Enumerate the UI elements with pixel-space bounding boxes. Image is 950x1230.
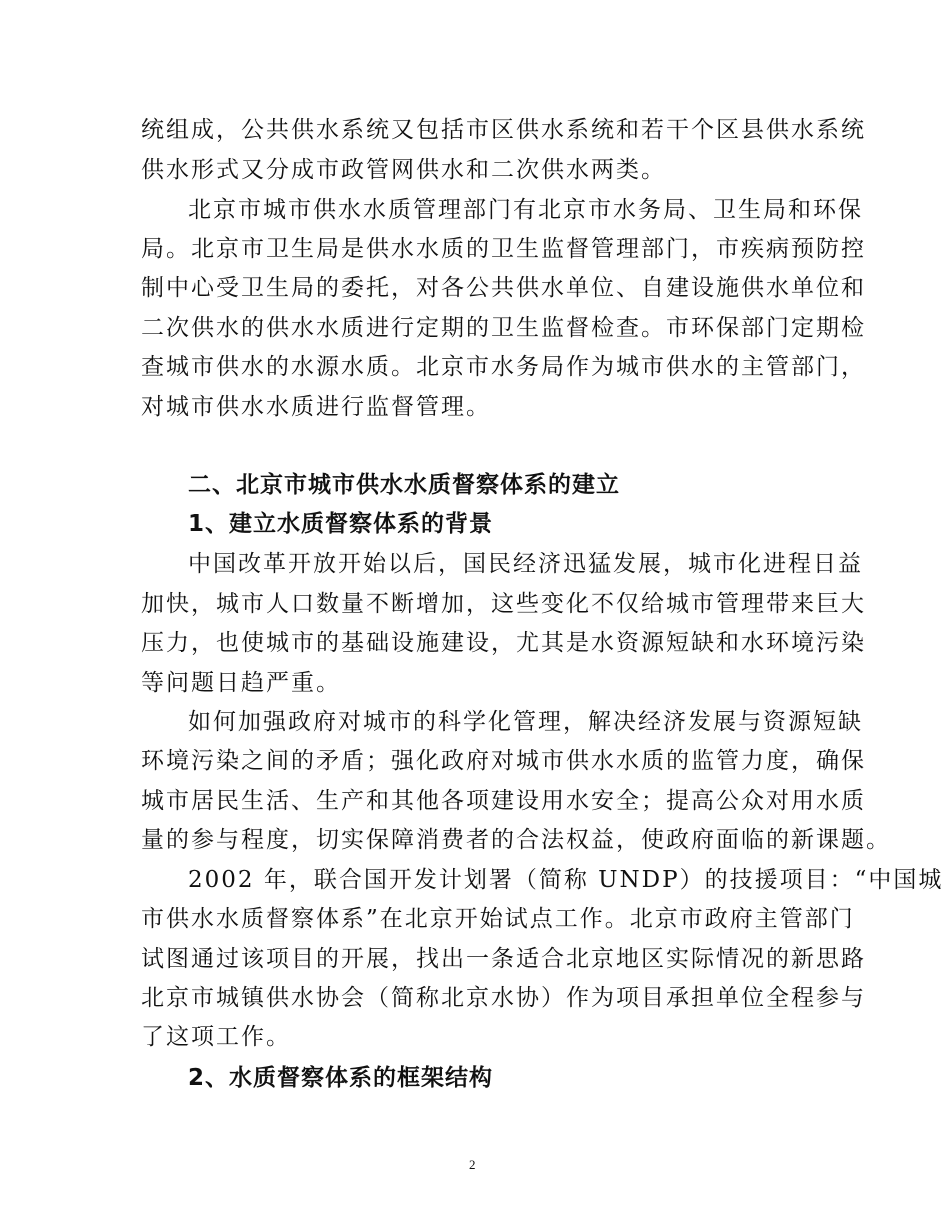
paragraph-2-line-6: 对城市供水水质进行监督管理。 <box>141 394 491 420</box>
paragraph-5-line-4: 北京市城镇供水协会（简称北京水协）作为项目承担单位全程参与 <box>141 985 866 1011</box>
paragraph-1-line-1: 统组成，公共供水系统又包括市区供水系统和若干个区县供水系统 <box>141 117 866 143</box>
paragraph-4-line-1: 如何加强政府对城市的科学化管理，解决经济发展与资源短缺 <box>188 709 863 735</box>
paragraph-5-line-2: 市供水水质督察体系”在北京开始试点工作。北京市政府主管部门 <box>141 906 855 932</box>
subheading-framework: 2、水质督察体系的框架结构 <box>188 1065 494 1091</box>
paragraph-2-line-2: 局。北京市卫生局是供水水质的卫生监督管理部门，市疾病预防控 <box>141 236 866 262</box>
paragraph-2-line-5: 查城市供水的水源水质。北京市水务局作为城市供水的主管部门， <box>141 354 866 380</box>
paragraph-2-line-4: 二次供水的供水水质进行定期的卫生监督检查。市环保部门定期检 <box>141 315 866 341</box>
paragraph-3-line-1: 中国改革开放开始以后，国民经济迅猛发展，城市化进程日益 <box>188 551 863 577</box>
paragraph-3-line-4: 等问题日趋严重。 <box>141 670 341 696</box>
paragraph-5-line-3: 试图通过该项目的开展，找出一条适合北京地区实际情况的新思路 <box>141 946 866 972</box>
paragraph-4-line-2: 环境污染之间的矛盾；强化政府对城市供水水质的监管力度，确保 <box>141 748 866 774</box>
paragraph-2-line-3: 制中心受卫生局的委托，对各公共供水单位、自建设施供水单位和 <box>141 275 866 301</box>
paragraph-2-line-1: 北京市城市供水水质管理部门有北京市水务局、卫生局和环保 <box>188 197 863 223</box>
paragraph-5-line-5: 了这项工作。 <box>141 1024 291 1050</box>
paragraph-3-line-2: 加快，城市人口数量不断增加，这些变化不仅给城市管理带来巨大 <box>141 591 866 617</box>
paragraph-5-line-1: 2002 年，联合国开发计划署（简称 UNDP）的技援项目：“中国城 <box>188 867 944 893</box>
paragraph-4-line-3: 城市居民生活、生产和其他各项建设用水安全；提高公众对用水质 <box>141 788 866 814</box>
paragraph-1-line-2: 供水形式又分成市政管网供水和二次供水两类。 <box>141 157 666 183</box>
paragraph-4-line-4: 量的参与程度，切实保障消费者的合法权益，使政府面临的新课题。 <box>141 827 891 853</box>
subheading-background: 1、建立水质督察体系的背景 <box>188 511 494 537</box>
paragraph-3-line-3: 压力，也使城市的基础设施建设，尤其是水资源短缺和水环境污染 <box>141 630 866 656</box>
page-number: 2 <box>469 1157 476 1172</box>
section-heading: 二、北京市城市供水水质督察体系的建立 <box>188 472 620 498</box>
